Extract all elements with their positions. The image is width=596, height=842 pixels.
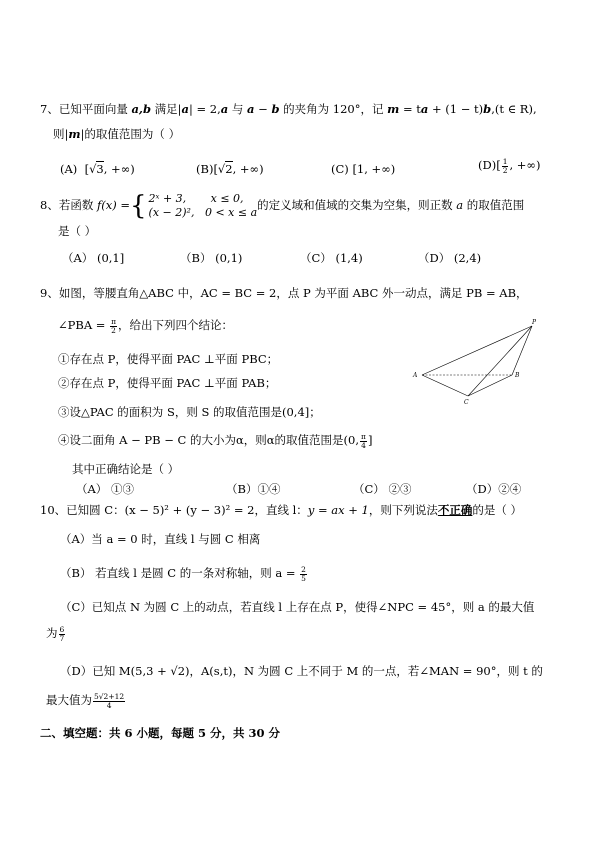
q9-conclusion-4: ④设二面角 A − PB − C 的大小为α，则α的取值范围是(0, $\frac{\pi}{4}$ ] (58, 432, 373, 450)
q8-line2: 是（ ） (58, 224, 97, 238)
label-a: A (413, 372, 418, 379)
edge-cp (468, 326, 532, 396)
q10-option-b: （B） 若直线 l 是圆 C 的一条对称轴，则 a = $\frac{2}{5}$ (60, 565, 306, 583)
q7-option-c: (C) [1, +∞) (331, 162, 396, 176)
q10-option-d-line2: 最大值为 $\frac{5√2+12}{4}$ (46, 692, 125, 710)
q10-line1: 10、已知圆 C：(x − 5)² + (y − 3)² = 2，直线 l：y = ax + 1，则下列说法不正确的是（ ） (40, 503, 523, 517)
q9-conclusion-3: ③设△PAC 的面积为 S，则 S 的取值范围是(0,4]； (58, 405, 321, 419)
q7-option-b: (B)[√2, +∞) (196, 162, 264, 176)
q8-line1: 8、若函数 f(x) = { 2ˣ + 3, x ≤ 0, (x − 2)², 0 < x ≤ a 的定义域和值域的交集为空集，则正数 a 的取值范围 (40, 190, 525, 221)
q10-option-d-line1: （D）已知 M(5,3 + √2)，A(s,t)，N 为圆 C 上不同于 M 的一点，若∠MAN = 90°，则 t 的 (60, 664, 543, 678)
q8-option-b: （B） (0,1) (180, 251, 243, 265)
q9-line2: ∠PBA = $\frac{\pi}{2}$ ，给出下列四个结论： (58, 317, 234, 335)
q7-line1: 7、已知平面向量 a,b 满足|a| = 2,a 与 a − b 的夹角为 120°，记 m = ta + (1 − t)b,(t ∈ R), (40, 102, 537, 116)
q10-option-c-line2: 为 $\frac{6}{7}$ (46, 625, 65, 643)
q9-line1: 9、如图，等腰直角△ABC 中，AC = BC = 2，点 P 为平面 ABC 外一动点，满足 PB = AB， (40, 286, 528, 300)
q8-option-a: （A） (0,1] (62, 251, 125, 265)
edge-ap (422, 326, 532, 375)
q9-option-a: （A） ①③ (76, 482, 134, 496)
edge-cb (468, 375, 512, 396)
q10-option-a: （A）当 a = 0 时，直线 l 与圆 C 相离 (60, 532, 261, 546)
q9-option-d: （D）②④ (466, 482, 522, 496)
q7-option-a: (A) [√3, +∞) (60, 162, 135, 176)
section-2-heading: 二、填空题：共 6 小题，每题 5 分，共 30 分 (40, 726, 281, 740)
q10-option-c-line1: （C）已知点 N 为圆 C 上的动点，若直线 l 上存在点 P，使得∠NPC = 45°，则 a 的最大值 (60, 600, 535, 614)
q7-option-d: (D)[ $\frac{1}{2}$ , +∞) (478, 157, 541, 175)
q9-conclusion-1: ①存在点 P，使得平面 PAC ⊥平面 PBC； (58, 352, 279, 366)
q8-option-c: （C） (1,4) (300, 251, 363, 265)
q8-option-d: （D） (2,4) (418, 251, 482, 265)
label-p: P (532, 319, 537, 326)
q9-conclusion-2: ②存在点 P，使得平面 PAC ⊥平面 PAB； (58, 376, 277, 390)
q9-pyramid-figure (408, 316, 548, 406)
label-b: B (515, 372, 520, 379)
q9-option-c: （C） ②③ (353, 482, 412, 496)
q9-option-b: （B）①④ (226, 482, 281, 496)
q7-line2: 则|m|的取值范围为（ ） (53, 127, 181, 141)
edge-ac (422, 375, 468, 396)
q9-answer-prompt: 其中正确结论是（ ） (72, 462, 180, 476)
q8-piecewise: { 2ˣ + 3, x ≤ 0, (x − 2)², 0 < x ≤ a (130, 190, 258, 221)
label-c: C (464, 399, 469, 406)
